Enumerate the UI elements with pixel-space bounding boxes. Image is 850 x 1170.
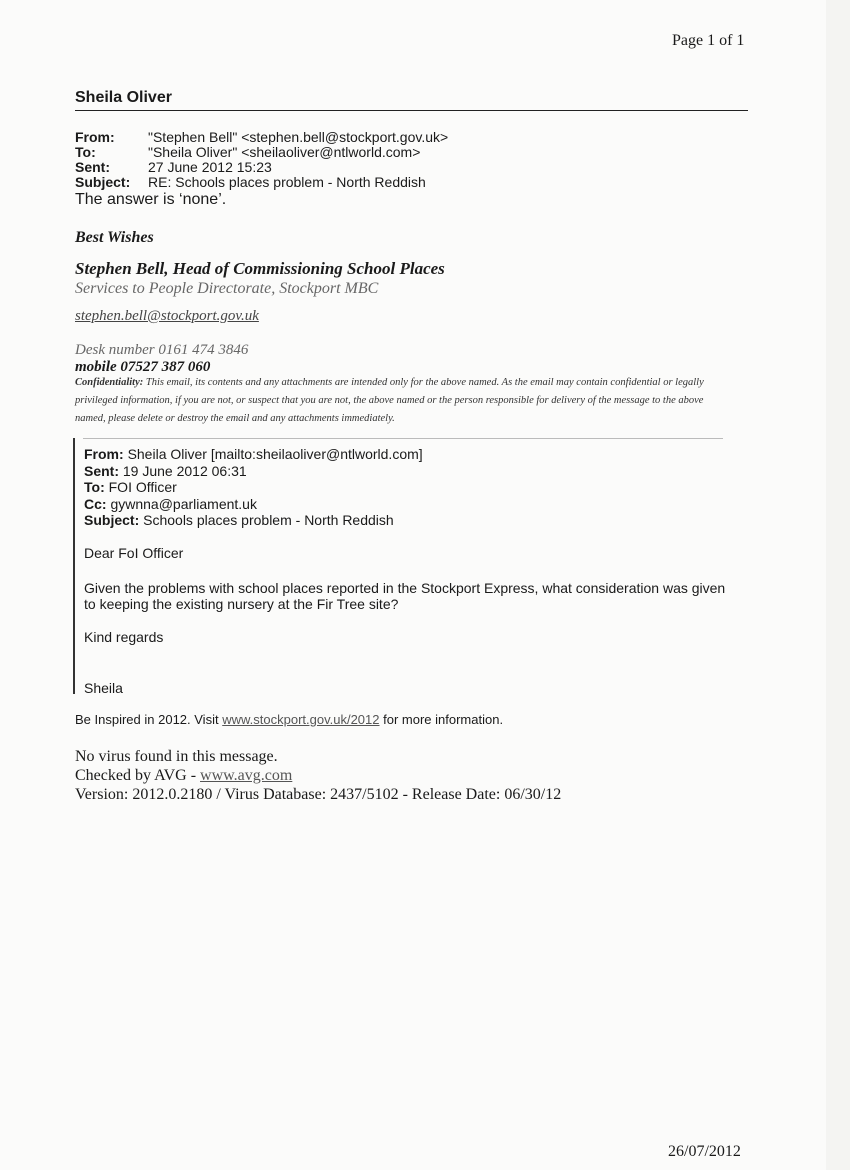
- sent-label: Sent:: [75, 159, 110, 175]
- confidentiality-label: Confidentiality:: [75, 377, 144, 388]
- sent-value: 27 June 2012 15:23: [148, 159, 272, 175]
- mobile-number: mobile 07527 387 060: [75, 359, 211, 375]
- original-header: [84, 446, 423, 529]
- signature-email-link[interactable]: stephen.bell@stockport.gov.uk: [75, 308, 259, 324]
- original-regards: Kind regards: [84, 629, 164, 645]
- original-sent-value: 19 June 2012 06:31: [122, 462, 247, 479]
- original-sender: Sheila: [84, 680, 123, 696]
- to-row: [75, 145, 448, 160]
- desk-number: Desk number 0161 474 3846: [75, 342, 249, 358]
- stockport-2012-link[interactable]: www.stockport.gov.uk/2012: [222, 712, 380, 727]
- subject-value: RE: Schools places problem - North Reddish: [148, 174, 426, 190]
- to-value: "Sheila Oliver" <sheilaoliver@ntlworld.com>: [148, 144, 421, 160]
- quote-divider: [83, 438, 723, 439]
- closing: Best Wishes: [75, 229, 154, 246]
- subject-label: Subject:: [75, 174, 131, 190]
- from-row: [75, 130, 448, 145]
- owner-divider: [75, 110, 748, 111]
- directorate: Services to People Directorate, Stockport MBC: [75, 280, 379, 297]
- avg-notice: [75, 747, 561, 804]
- original-body: Given the problems with school places reported in the Stockport Express, what consideration was given to keeping the existing nursery at the Fir Tree site?: [84, 580, 726, 612]
- reply-body: The answer is ‘none’.: [75, 191, 227, 208]
- confidentiality-text: This email, its contents and any attachments are intended only for the above named. As the email may contain confidential or legally privileged information, if you are not, or suspect that you are not, the above named or the person responsible for delivery of the message to the above named, please delete or destroy the email and any attachments immediately.: [75, 377, 704, 424]
- avg-line-1: No virus found in this message.: [75, 748, 278, 765]
- mailbox-owner: Sheila Oliver: [75, 89, 172, 106]
- avg-link[interactable]: www.avg.com: [200, 767, 293, 784]
- print-date: 26/07/2012: [668, 1143, 741, 1160]
- original-subject-value: Schools places problem - North Reddish: [143, 512, 394, 528]
- sent-row: [75, 160, 448, 175]
- avg-line-3: Version: 2012.0.2180 / Virus Database: 2437/5102 - Release Date: 06/30/12: [75, 786, 562, 803]
- original-subject-row: Subject: Schools places problem - North Reddish: [84, 512, 394, 528]
- from-label: From:: [75, 129, 115, 145]
- inspired-text: Be Inspired in 2012. Visit: [75, 712, 219, 727]
- email-header: [75, 130, 448, 190]
- original-to-value: FOI Officer: [108, 479, 177, 495]
- original-greeting: Dear FoI Officer: [84, 545, 184, 561]
- original-cc-row: Cc: gywnna@parliament.uk: [84, 495, 257, 512]
- signature-block: [75, 229, 445, 376]
- subject-row: [75, 175, 448, 190]
- sender-name-title: Stephen Bell, Head of Commissioning School Places: [75, 259, 445, 278]
- confidentiality-notice: [75, 374, 735, 428]
- quoted-original-message: [73, 438, 745, 694]
- from-value: "Stephen Bell" <stephen.bell@stockport.gov.uk>: [148, 129, 449, 145]
- page-number: Page 1 of 1: [672, 32, 745, 49]
- original-sent-row: Sent: 19 June 2012 06:31: [84, 462, 247, 479]
- stockport-footer: [75, 712, 503, 727]
- original-from-value: Sheila Oliver [mailto:sheilaoliver@ntlworld.com]: [127, 446, 423, 462]
- inspired-text-end: for more information.: [383, 712, 504, 727]
- original-cc-value: gywnna@parliament.uk: [110, 495, 257, 512]
- original-from-row: From: Sheila Oliver [mailto:sheilaoliver@ntlworld.com]: [84, 446, 423, 462]
- avg-line-2: Checked by AVG - www.avg.com: [75, 767, 293, 784]
- original-to-row: To: FOI Officer: [84, 479, 177, 495]
- to-label: To:: [75, 144, 96, 160]
